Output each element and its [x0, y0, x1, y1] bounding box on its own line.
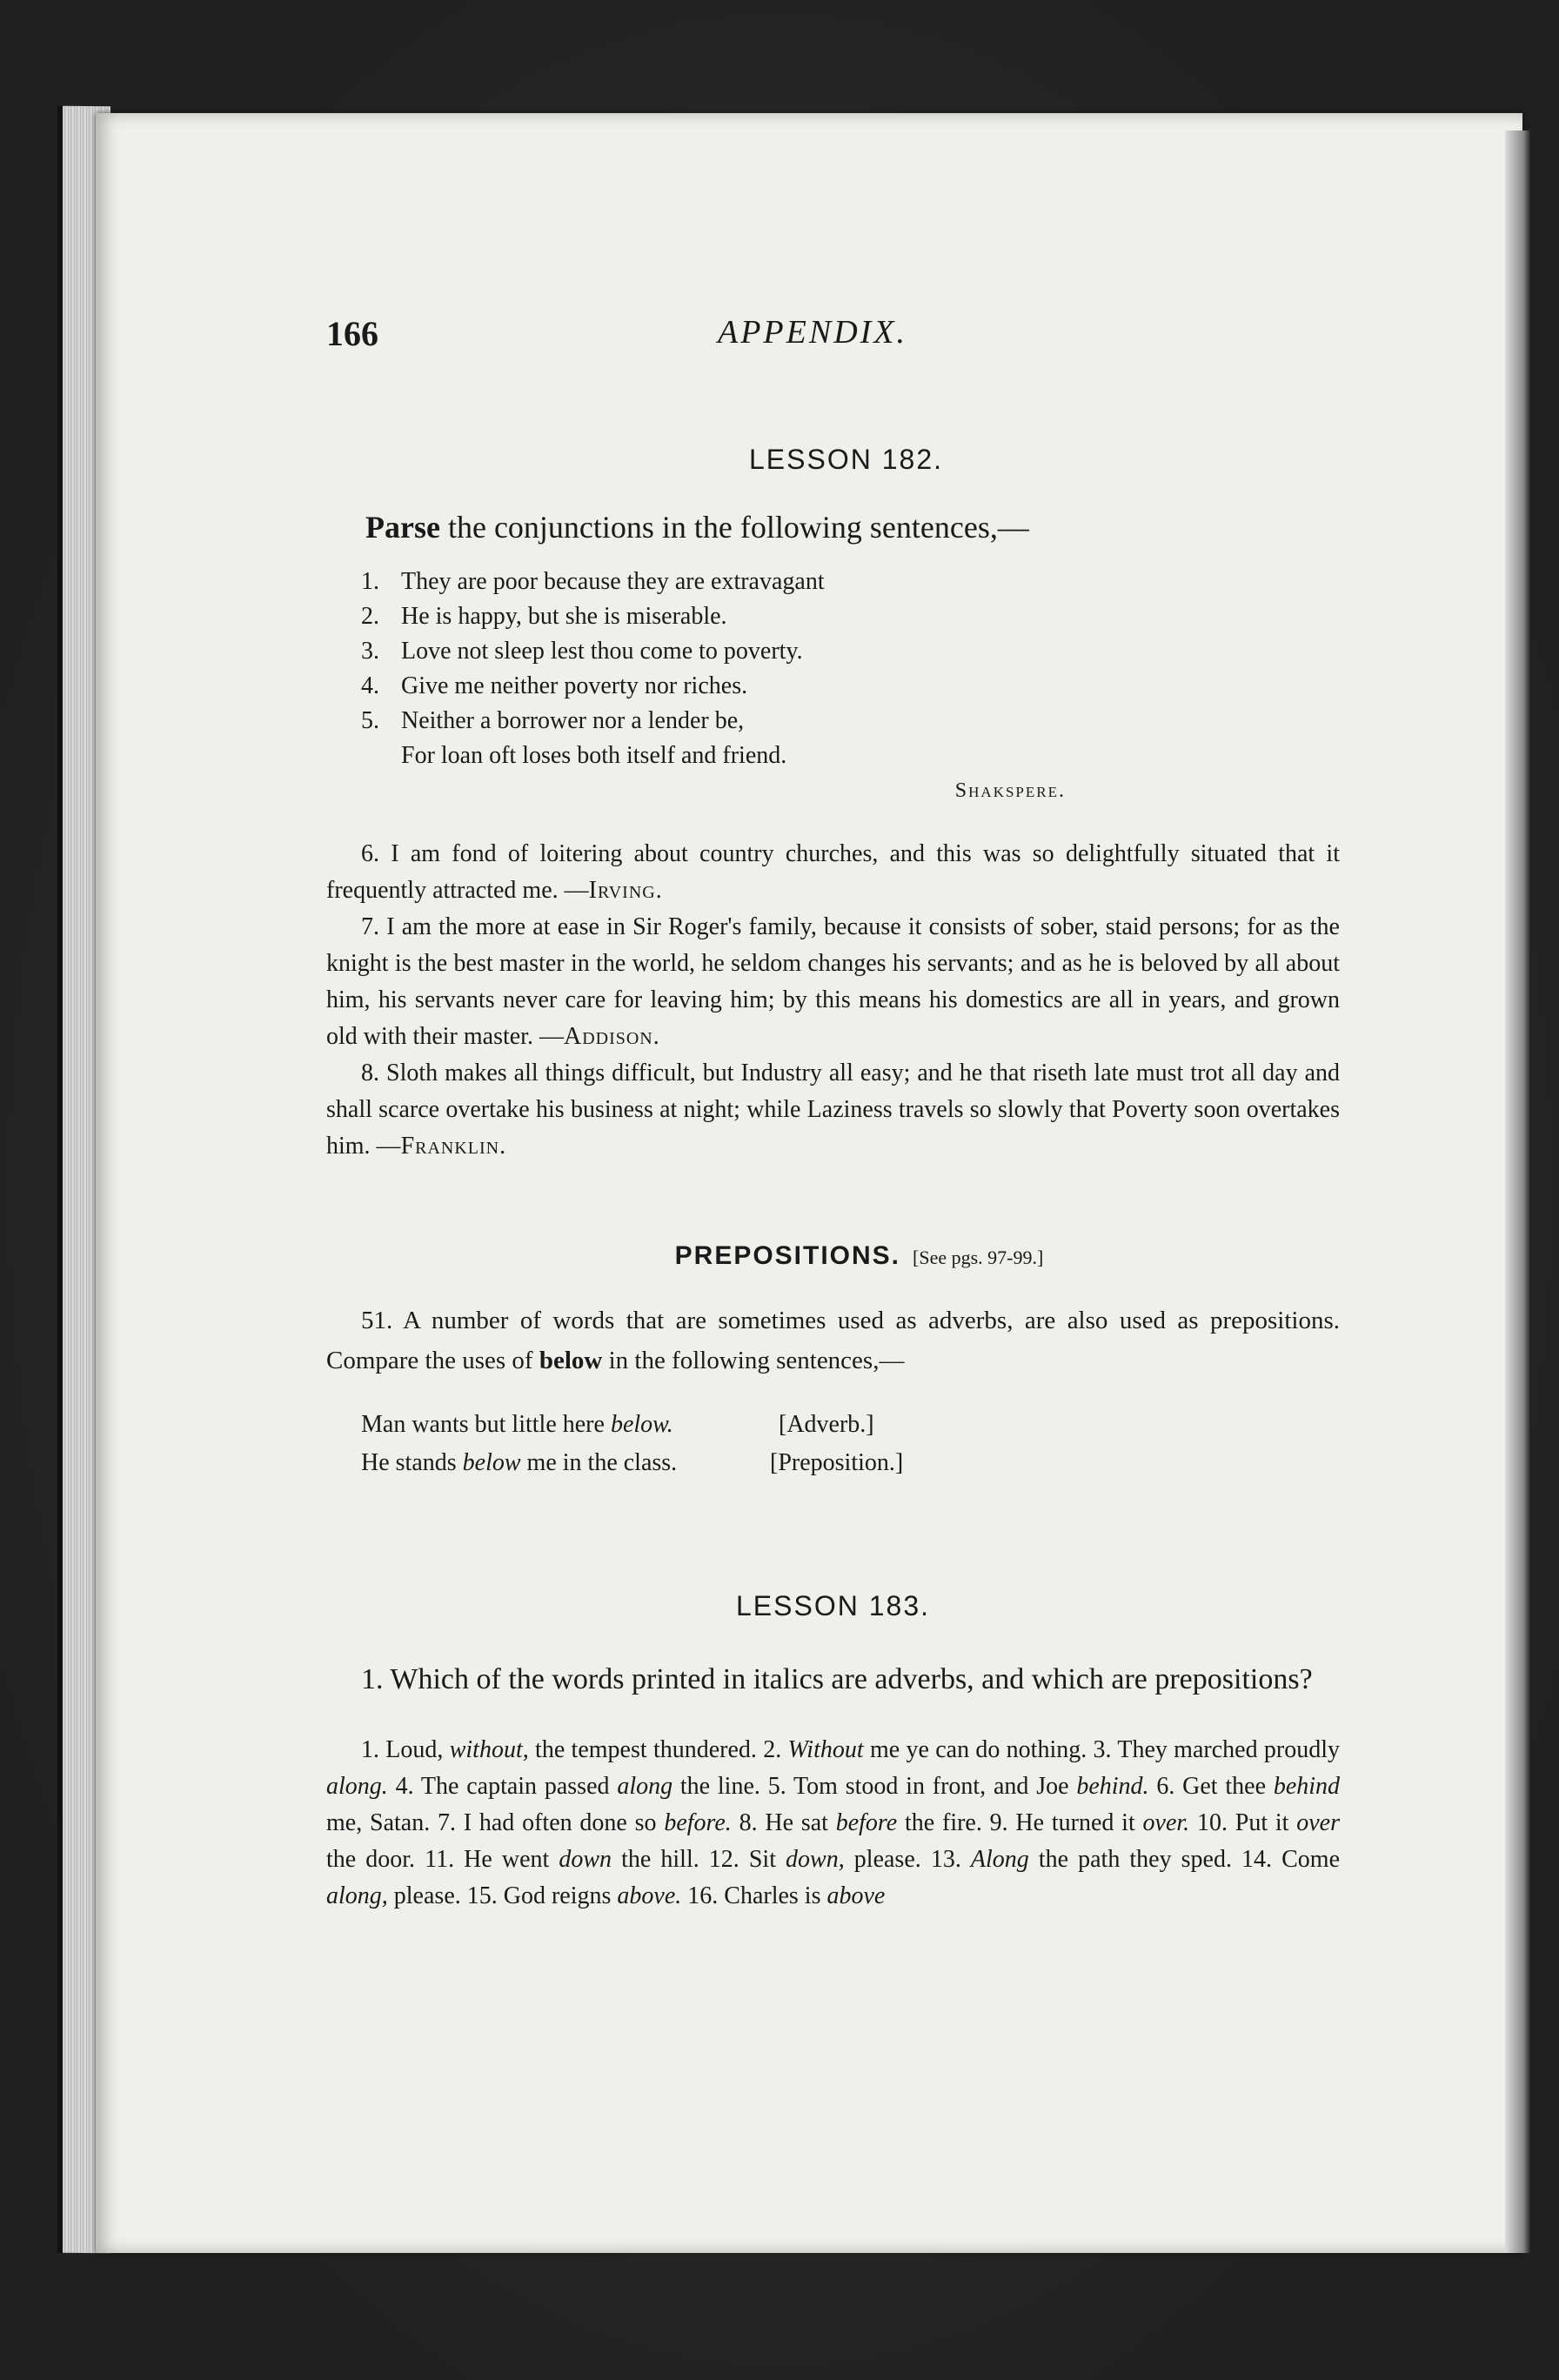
instruction-bold-word: Parse	[365, 510, 440, 545]
exercise-question: 1. Which of the words printed in italics are adverbs, and which are prepositions?	[361, 1663, 1313, 1695]
sentence-text: 13.	[930, 1846, 971, 1873]
prepositions-heading: PREPOSITIONS.	[674, 1241, 901, 1270]
italic-word: along,	[326, 1882, 388, 1909]
item-text: Give me neither poverty nor riches.	[401, 672, 748, 699]
italic-word: over.	[1142, 1809, 1190, 1836]
example-sentences	[326, 1406, 1340, 1482]
lesson-183-section	[326, 1590, 1340, 1915]
instruction-text: the conjunctions in the following sentences,—	[439, 510, 1029, 545]
italic-word: above.	[617, 1882, 682, 1909]
exercise-sentence	[990, 1809, 1197, 1836]
item-number: 3.	[361, 638, 379, 665]
example-text: He stands	[361, 1449, 463, 1476]
sentence-text: 8. He sat	[739, 1809, 836, 1836]
item-number: 2.	[361, 603, 379, 630]
lesson-182-instruction	[326, 509, 1340, 545]
list-item	[361, 634, 1340, 669]
italic-word: behind	[1273, 1773, 1341, 1800]
paragraph-51	[326, 1300, 1340, 1381]
sentence-text: 6. Get thee	[1156, 1773, 1274, 1800]
italic-word: along	[617, 1773, 673, 1800]
exercise-sentence	[739, 1809, 990, 1836]
example-sentence	[361, 1444, 770, 1482]
item-text: He is happy, but she is miserable.	[401, 603, 727, 630]
example-tag: [Adverb.]	[779, 1411, 874, 1438]
sentence-text: 16. Charles is	[687, 1882, 827, 1909]
sentence-text: the line.	[672, 1773, 768, 1800]
exercise-sentence	[763, 1736, 1093, 1763]
italic-word: Without	[787, 1736, 864, 1763]
sentence-text: 2.	[763, 1736, 788, 1763]
running-title: APPENDIX.	[718, 314, 908, 351]
italic-word: behind.	[1076, 1773, 1149, 1800]
italic-word: before.	[664, 1809, 732, 1836]
italic-word: along.	[326, 1773, 388, 1800]
paragraph-text: 8. Sloth makes all things difficult, but Industry all easy; and he that riseth late must trot all day and shall scarce overtake his business at night; while Laziness travels so slowly that Poverty soon overtakes him. —	[326, 1060, 1340, 1160]
exercise-sentences	[326, 1732, 1340, 1915]
lesson-183-heading: LESSON 183.	[736, 1590, 930, 1621]
exercise-sentence	[438, 1809, 739, 1836]
attribution-addison: Addison.	[563, 1023, 660, 1050]
attribution-irving: Irving.	[588, 877, 663, 904]
example-text: Man wants but little here	[361, 1411, 611, 1438]
item-text: They are poor because they are extravagant	[401, 568, 825, 595]
lesson-182-heading: LESSON 182.	[749, 444, 943, 475]
sentence-text	[388, 1773, 396, 1800]
page-content	[326, 313, 1340, 1939]
prepositions-heading-row	[326, 1241, 1340, 1271]
list-item	[361, 669, 1340, 704]
page-reference: [See pgs. 97-99.]	[913, 1247, 1044, 1268]
running-head	[326, 313, 1340, 365]
prose-sentences	[326, 836, 1340, 1165]
sentence-text: please.	[387, 1882, 467, 1909]
italic-word: without,	[449, 1736, 529, 1763]
facing-page-edge	[1505, 130, 1531, 2253]
sentence-text	[732, 1809, 739, 1836]
sentence-text	[1189, 1809, 1197, 1836]
paragraph-7	[326, 909, 1340, 1055]
sentence-text: the fire.	[897, 1809, 990, 1836]
attribution-shakspere: Shakspere.	[954, 779, 1066, 802]
paragraph-text: 51. A number of words that are sometimes used as adverbs, are also used as prepositions. Compare the uses of	[326, 1307, 1340, 1374]
italic-word: down,	[786, 1846, 845, 1873]
item-number: 5.	[361, 707, 379, 734]
list-item	[361, 704, 1340, 739]
sentence-text: 1. Loud,	[361, 1736, 450, 1763]
sentence-text: 14. Come	[1241, 1846, 1340, 1873]
example-row	[361, 1406, 1340, 1444]
exercise-sentence	[931, 1846, 1241, 1873]
paragraph-text: 7. I am the more at ease in Sir Roger's family, because it consists of sober, staid persons; for as the knight is the best master in the world, he seldom changes his servants; and as he is beloved by all about him, his servants never care for leaving him; by this means his domestics are all in years, and grown old with their master. —	[326, 913, 1340, 1050]
italic-word: over	[1296, 1809, 1341, 1836]
keyword-below: below	[539, 1347, 603, 1374]
example-text: me in the class.	[520, 1449, 678, 1476]
example-tag: [Preposition.]	[770, 1449, 904, 1476]
item-number: 1.	[361, 568, 379, 595]
sentence-text: 7. I had often done so	[437, 1809, 665, 1836]
exercise-sentence	[396, 1773, 768, 1800]
paragraph-6	[326, 836, 1340, 909]
sentence-text: the path they sped.	[1028, 1846, 1242, 1873]
sentence-text: the door.	[326, 1846, 425, 1873]
sentence-text: the tempest thundered.	[528, 1736, 764, 1763]
sentence-text: 11. He went	[425, 1846, 559, 1873]
sentence-text: 5. Tom stood in front, and Joe	[767, 1773, 1077, 1800]
sentence-text: the hill.	[612, 1846, 709, 1873]
example-sentence	[361, 1406, 779, 1444]
sentence-list	[326, 565, 1340, 739]
sentence-text: 15. God reigns	[466, 1882, 618, 1909]
exercise-sentence	[361, 1736, 763, 1763]
paragraph-8	[326, 1055, 1340, 1165]
paragraph-text: in the following sentences,—	[602, 1347, 905, 1374]
item-5-continuation: For loan oft loses both itself and friend.	[401, 742, 787, 769]
sentence-text: 9. He turned it	[989, 1809, 1143, 1836]
exercise-sentence	[768, 1773, 1157, 1800]
italic-word: Along	[970, 1846, 1029, 1873]
prepositions-section	[326, 1241, 1340, 1482]
sentence-text: 4. The captain passed	[395, 1773, 618, 1800]
example-row	[361, 1444, 1340, 1482]
example-italic-word: below.	[610, 1411, 673, 1438]
exercise-sentence	[425, 1846, 709, 1873]
page-number: 166	[326, 314, 378, 353]
exercise-sentence	[687, 1882, 885, 1909]
list-item	[361, 599, 1340, 634]
sentence-text: 10. Put it	[1196, 1809, 1297, 1836]
sentence-text: 3. They marched proudly	[1093, 1736, 1340, 1763]
item-text: Love not sleep lest thou come to poverty.	[401, 638, 803, 665]
example-italic-word: below	[462, 1449, 521, 1476]
attribution-franklin: Franklin.	[400, 1133, 507, 1160]
sentence-text: please.	[844, 1846, 931, 1873]
sentence-text: 12. Sit	[708, 1846, 786, 1873]
lesson-182-section	[326, 444, 1340, 1165]
item-text: Neither a borrower nor a lender be,	[401, 707, 745, 734]
item-number: 4.	[361, 672, 379, 699]
sentence-text: me ye can do nothing.	[863, 1736, 1094, 1763]
sentence-text: me, Satan.	[326, 1809, 438, 1836]
italic-word: before	[835, 1809, 898, 1836]
italic-word: above	[826, 1882, 886, 1909]
list-item	[361, 565, 1340, 599]
exercise-sentence	[467, 1882, 688, 1909]
italic-word: down	[559, 1846, 612, 1873]
paragraph-text: 6. I am fond of loitering about country churches, and this was so delightfully situated that it frequently attracted me. —	[326, 840, 1340, 904]
exercise-sentence	[709, 1846, 931, 1873]
